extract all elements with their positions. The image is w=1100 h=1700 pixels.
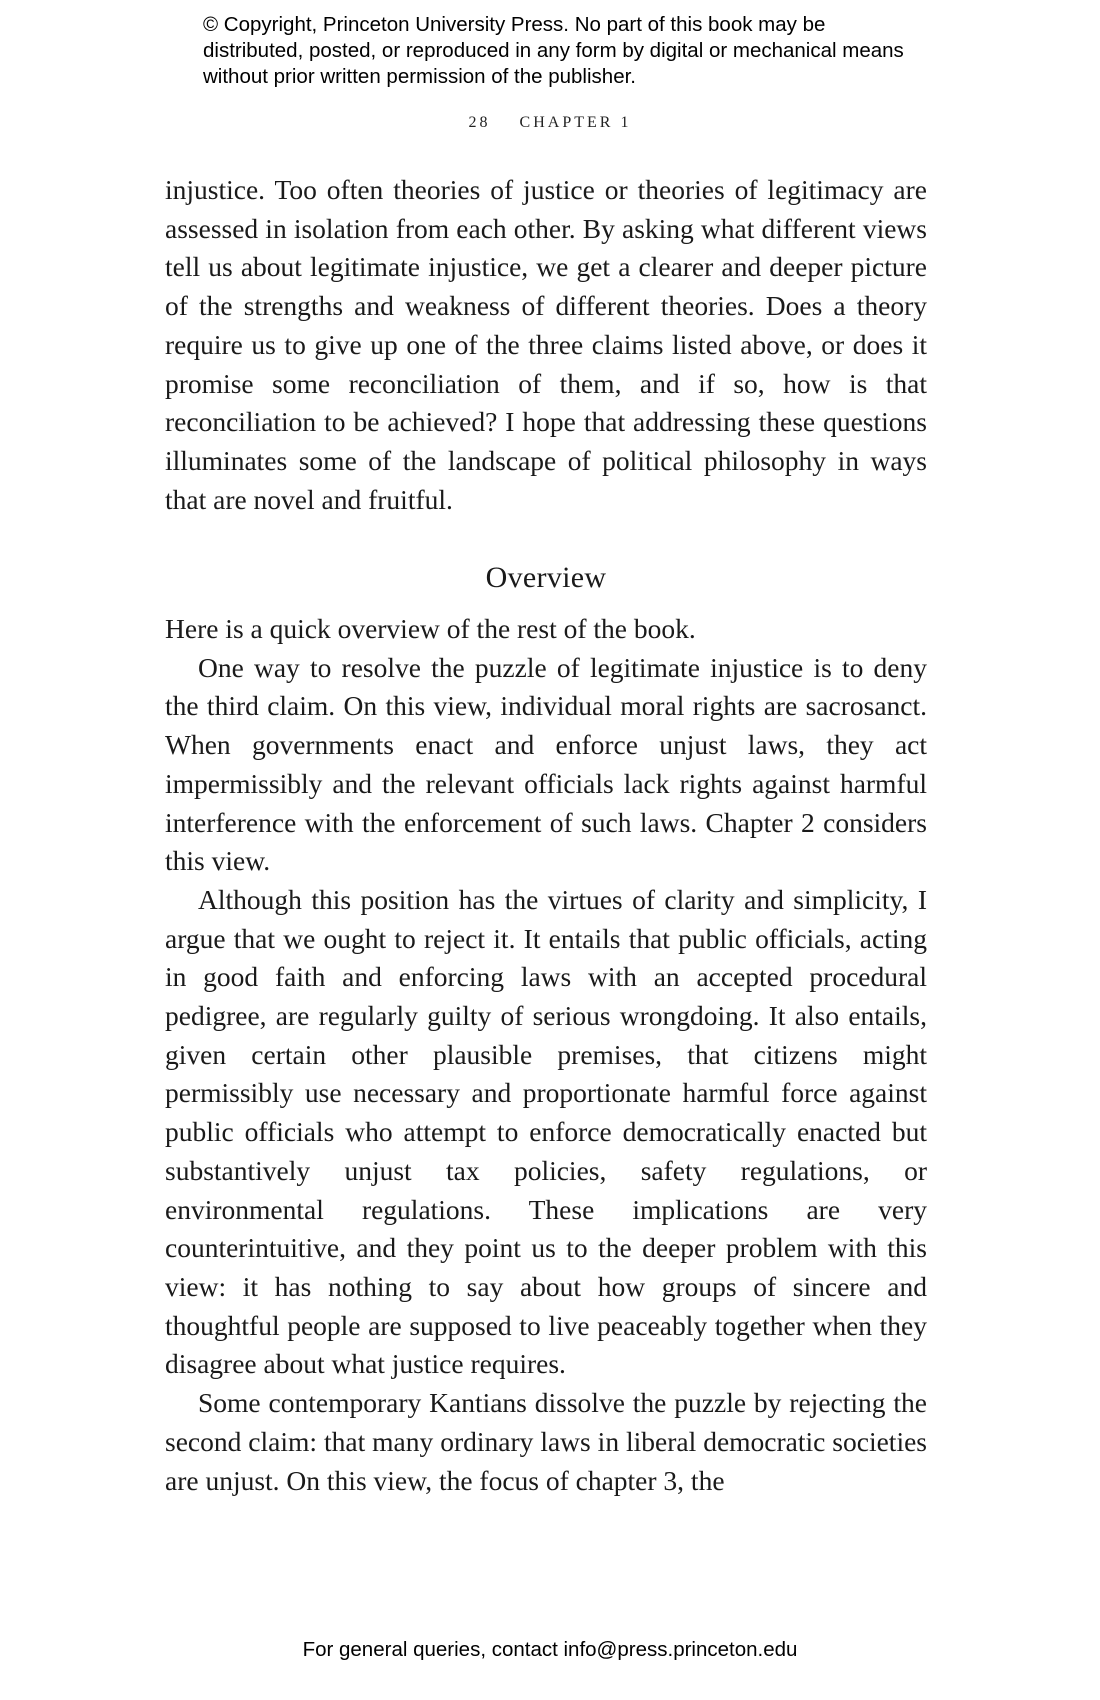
page-body xyxy=(165,171,927,1500)
body-paragraph-continued: injustice. Too often theories of justice or theories of legitimacy are assessed in isolation from each other. By asking what different views tell us about legitimate injustice, we get a clearer and deeper picture of the strengths and weakness of different theories. Does a theory require us to give up one of the three claims listed above, or does it promise some reconciliation of them, and if so, how is that reconciliation to be achieved? I hope that addressing these questions illuminates some of the landscape of political philosophy in ways that are novel and fruitful. xyxy=(165,174,927,515)
body-paragraph: Although this position has the virtues of clarity and simplicity, I argue that we ought to reject it. It entails that public officials, acting in good faith and enforcing laws with an accepted procedural pedigree, are regularly guilty of serious wrongdoing. It also entails, given certain other plausible premises, that citizens might permissibly use necessary and proportionate harmful force against public officials who attempt to enforce democratically enacted but substantively unjust tax policies, safety regulations, or environmental regulations. These implications are very counterintuitive, and they point us to the deeper problem with this view: it has nothing to say about how groups of sincere and thoughtful people are supposed to live peaceably together when they disagree about what justice requires. xyxy=(165,883,927,1380)
page-number: 28 xyxy=(468,114,491,131)
body-paragraph: Here is a quick overview of the rest of the book. xyxy=(165,613,696,645)
running-head xyxy=(0,114,1100,132)
section-heading: Overview xyxy=(485,561,607,595)
footer-contact: For general queries, contact info@press.princeton.edu xyxy=(302,1638,798,1661)
copyright-notice: © Copyright, Princeton University Press. No part of this book may be distributed, posted, or reproduced in any form by digital or mechanical means without prior written permission of the publisher. xyxy=(203,13,904,88)
body-paragraph: One way to resolve the puzzle of legitimate injustice is to deny the third claim. On this view, individual moral rights are sacrosanct. When governments enact and enforce unjust laws, they act impermissibly and the relevant officials lack rights against harmful interference with the enforcement of such laws. Chapter 2 considers this view. xyxy=(165,651,927,877)
chapter-label: CHAPTER 1 xyxy=(519,114,632,131)
body-paragraph: Some contemporary Kantians dissolve the puzzle by rejecting the second claim: that many ordinary laws in liberal democratic societies are unjust. On this view, the focus of chapter 3, the xyxy=(165,1387,927,1496)
